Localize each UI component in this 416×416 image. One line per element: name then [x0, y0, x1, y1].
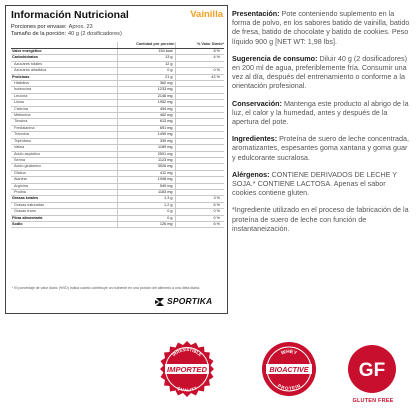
nutrient-amount: 2501 mg — [117, 151, 175, 157]
bioactive-badge — [260, 340, 318, 398]
nutrient-name: Grasas trans — [11, 209, 117, 215]
nutrient-name: Cisteína — [11, 106, 117, 112]
gluten-free-label: GLUTEN FREE — [352, 398, 394, 404]
nutrient-name: Grasas totales — [11, 196, 117, 202]
nutrient-amount: 12 g — [117, 61, 175, 67]
nutrient-amount: 21 g — [117, 74, 175, 80]
nutrient-amount: 0 g — [117, 215, 175, 221]
servings-value: Aprox. 23 — [68, 24, 93, 30]
nutrient-amount: 1189 mg — [117, 145, 175, 151]
nutrient-amount: 691 mg — [117, 125, 175, 131]
nutrient-name: Grasas saturadas — [11, 202, 117, 208]
header-amount: Cantidad por porción — [117, 42, 175, 49]
gluten-free-badge — [343, 340, 401, 404]
nutrient-daily-value: 4 % — [175, 55, 224, 61]
nutrient-daily-value: 6 % — [175, 202, 224, 208]
nutrient-name: Azúcares totales — [11, 61, 117, 67]
serving-size-value: 40 g (2 dosificadores) — [68, 31, 122, 37]
sportika-mark-icon — [154, 296, 166, 308]
allergens-label: Alérgenos: — [232, 169, 270, 179]
nutrient-name: Arginina — [11, 183, 117, 189]
nutrient-amount: 412 mg — [117, 170, 175, 176]
ingredients-label: Ingredientes: — [232, 134, 278, 144]
bioactive-mid-text: BIOACTIVE — [269, 364, 309, 374]
nutrient-amount: 454 mg — [117, 106, 175, 112]
servings-label: Porciones por envase: — [11, 24, 67, 30]
nutrient-amount: 1,2 g — [117, 202, 175, 208]
imported-quality-badge — [158, 340, 216, 398]
nutrient-amount: 1008 mg — [117, 177, 175, 183]
nutrient-daily-value: 6 % — [175, 221, 224, 227]
bioactive-seal-icon — [260, 340, 318, 398]
sportika-logo — [154, 295, 224, 307]
nutrient-amount: 13 g — [117, 55, 175, 61]
nutrient-daily-value: 0 % — [175, 68, 224, 74]
nutrient-name: Metionina — [11, 113, 117, 119]
gf-letters: GF — [358, 360, 386, 381]
nutrient-name: Carbohidratos — [11, 55, 117, 61]
bioactive-bottom-text: PROTEIN — [276, 383, 302, 392]
allergens-text: CONTIENE DERIVADOS DE LECHE Y SOJA.* CONTIENE LACTOSA. Apenas el sabor cookies contiene gluten. — [232, 169, 397, 198]
nutrient-amount: 1123 mg — [117, 157, 175, 163]
storage-text: Mantenga este producto al abrigo de la luz, el calor y la humedad, antes y después de la apertura del pote. — [232, 98, 409, 127]
nutrient-name: Serina — [11, 157, 117, 163]
nutrient-daily-value: 42 % — [175, 74, 224, 80]
card-header — [11, 9, 223, 21]
nutrient-amount: 2146 mg — [117, 93, 175, 99]
nutrient-name: Histidina — [11, 81, 117, 87]
nutrition-title: Información Nutricional — [11, 9, 129, 21]
nutrient-name: Azúcares añadidos — [11, 68, 117, 74]
servings-per-container — [11, 24, 93, 30]
ingredient-footnote: *Ingrediente utilizado en el proceso de fabricación de la proteína de suero de leche con función de instantaneización. — [232, 205, 409, 233]
nutrient-name: Valor energético — [11, 49, 117, 55]
nutrient-name: Proteínas — [11, 74, 117, 80]
ingredients-section — [232, 134, 412, 162]
nutrient-amount: 1233 mg — [117, 87, 175, 93]
presentation-section — [232, 9, 412, 46]
product-info-column — [232, 9, 412, 241]
imported-seal-icon — [158, 340, 216, 398]
nutrient-amount: 549 mg — [117, 183, 175, 189]
serving-size — [11, 31, 122, 37]
nutrient-name: Treonina — [11, 132, 117, 138]
nutrient-amount: 1952 mg — [117, 100, 175, 106]
nutrient-amount: 0 g — [117, 209, 175, 215]
ingredients-text: Proteína de suero de leche concentrada, aromatizantes, espesantes goma xantana y goma guar y edulcorante sucralosa. — [232, 134, 410, 162]
nutrient-name: Ácido glutámico — [11, 164, 117, 170]
nutrient-amount: 0 g — [117, 68, 175, 74]
usage-text: Diluir 40 g (2 dosificadores) en 200 ml de agua, preferiblemente fría. Consumir una vez al día, después del entrenamiento o conforme a la orientación profesional. — [232, 53, 407, 91]
usage-section — [232, 54, 412, 91]
nutrient-amount: 1183 mg — [117, 189, 175, 195]
nutrient-name: Leucina — [11, 93, 117, 99]
nutrient-name: Glicina — [11, 170, 117, 176]
imported-bottom-text: QUALITY — [176, 385, 198, 393]
nutrient-name: Tirosina — [11, 119, 117, 125]
nutrient-name: Isoleucina — [11, 87, 117, 93]
daily-value-footnote: * El porcentaje de valor diario (%VD) indica cuánto contribuye un nutriente en una porción del alimento a una dieta diaria. — [12, 286, 200, 290]
nutrition-table — [11, 42, 224, 228]
nutrient-name: Ácido aspártico — [11, 151, 117, 157]
nutrient-name: Fenilalanina — [11, 125, 117, 131]
header-daily-value: % Valor Diario* — [175, 42, 224, 49]
nutrient-name: Prolina — [11, 189, 117, 195]
allergens-section — [232, 170, 412, 198]
storage-section — [232, 99, 412, 127]
nutrient-amount: 339 mg — [117, 138, 175, 144]
nutrient-name: Triptófano — [11, 138, 117, 144]
serving-size-label: Tamaño de la porción: — [11, 31, 67, 37]
usage-label: Sugerencia de consumo: — [232, 53, 318, 63]
nutrition-row — [11, 221, 224, 227]
nutrient-amount: 1,3 g — [117, 196, 175, 202]
storage-label: Conservación: — [232, 98, 282, 108]
imported-top-text: IRRESISTIBLE — [171, 346, 203, 358]
imported-mid-text: IMPORTED — [167, 364, 207, 374]
nutrient-amount: 154 kcal — [117, 49, 175, 55]
nutrient-amount: 613 mg — [117, 119, 175, 125]
gluten-free-icon — [343, 340, 401, 398]
nutrient-daily-value: 8 % — [175, 49, 224, 55]
bioactive-top-text: WHEY — [280, 348, 298, 357]
nutrient-daily-value: 0 % — [175, 215, 224, 221]
nutrient-name: Sodio — [11, 221, 117, 227]
nutrient-daily-value: 0 % — [175, 209, 224, 215]
nutrition-facts-card — [5, 5, 228, 314]
nutrient-name: Lisina — [11, 100, 117, 106]
nutrient-name: Fibra alimentaria — [11, 215, 117, 221]
nutrient-amount: 1490 mg — [117, 132, 175, 138]
nutrient-name: Alanina — [11, 177, 117, 183]
nutrient-daily-value: 3 % — [175, 196, 224, 202]
nutrient-amount: 462 mg — [117, 113, 175, 119]
flavor-label: Vainilla — [190, 9, 223, 20]
presentation-text: Pote conteniendo suplemento en la forma de polvo, en los sabores batido de vainilla, batido de fresa, batido de chocolate y batido de cookies. Peso líquido 900 g [NET WT: 1,98 lbs]. — [232, 9, 410, 46]
brand-name: SPORTIKA — [167, 296, 213, 306]
nutrient-amount: 362 mg — [117, 81, 175, 87]
nutrient-amount: 3926 mg — [117, 164, 175, 170]
presentation-label: Presentación: — [232, 9, 280, 18]
nutrient-amount: 126 mg — [117, 221, 175, 227]
nutrient-name: Valina — [11, 145, 117, 151]
